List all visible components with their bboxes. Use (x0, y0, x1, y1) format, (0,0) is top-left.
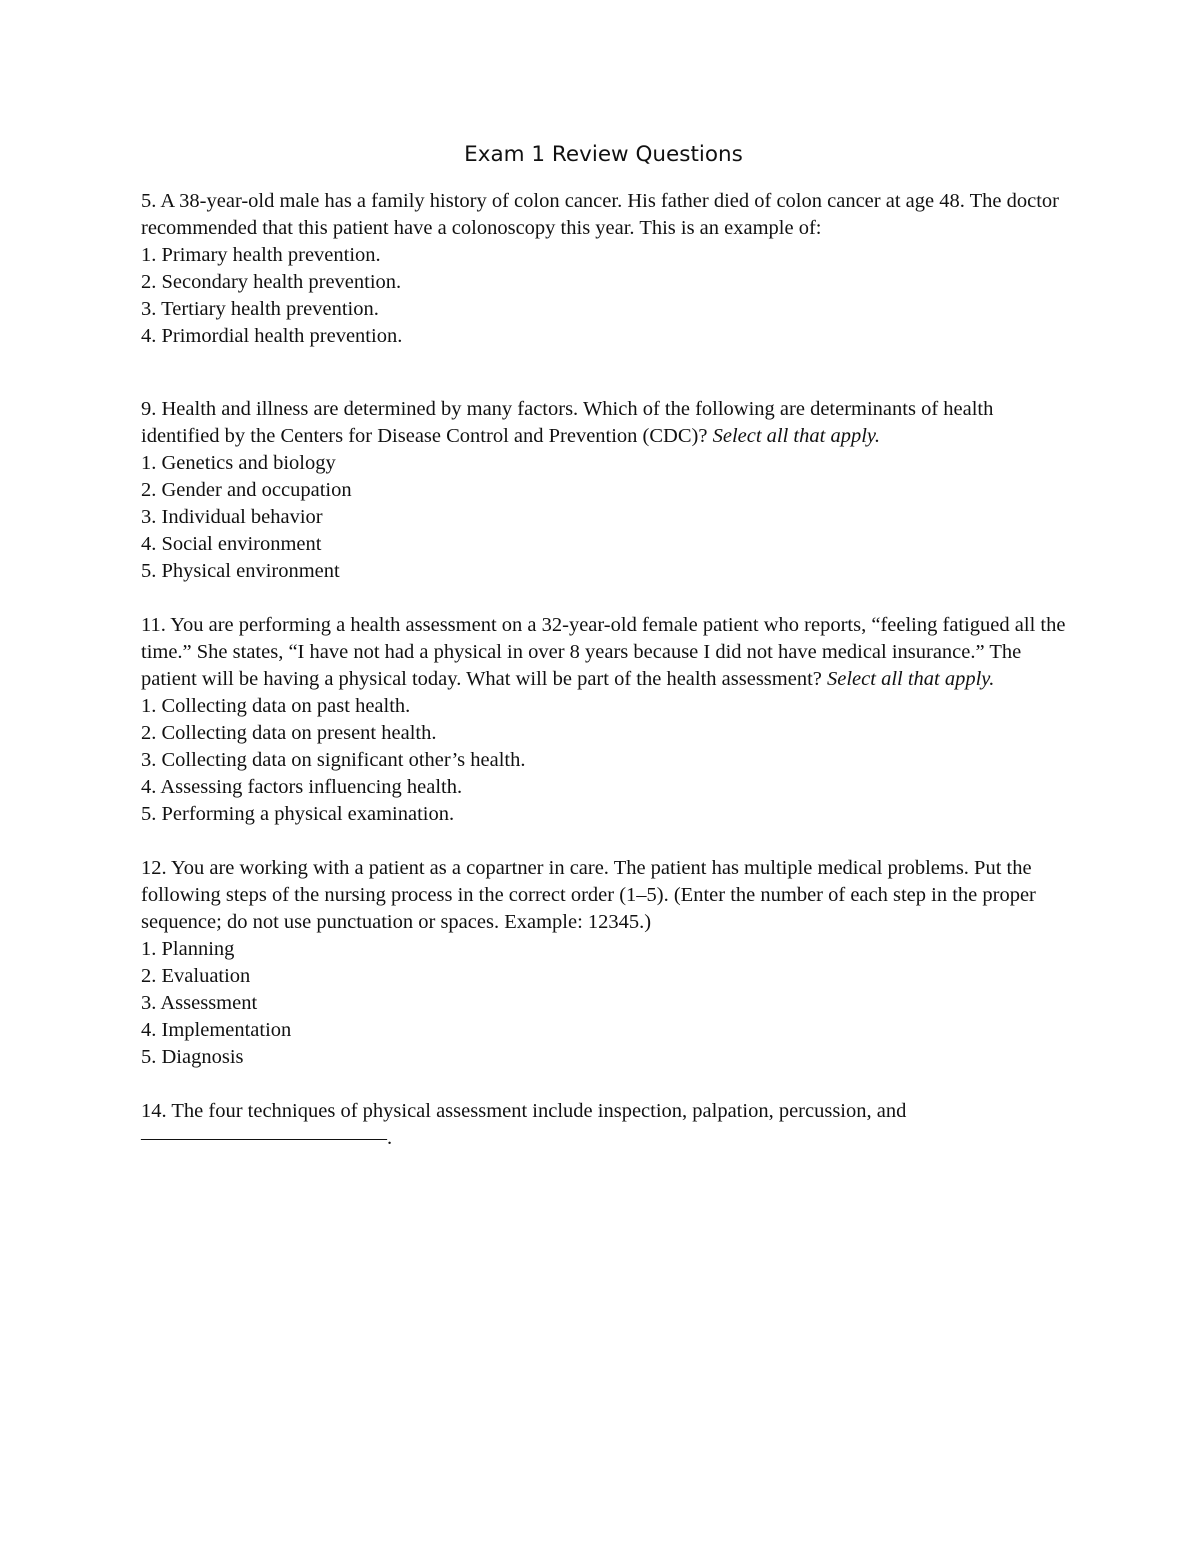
question-11 (141, 612, 1066, 828)
option-item: 2. Evaluation (141, 965, 251, 987)
option-item: 3. Collecting data on significant other’s health. (141, 749, 526, 771)
select-all-instruction: Select all that apply. (712, 425, 880, 447)
option-item: 5. Diagnosis (141, 1046, 244, 1068)
option-item: 1. Primary health prevention. (141, 244, 381, 266)
question-text: 12. You are working with a patient as a copartner in care. The patient has multiple medical problems. Put the following steps of the nursing process in the correct order (1–5). (Enter the number of each step in the proper sequence; do not use punctuation or spaces. Example: 12345.) (141, 857, 1036, 933)
option-item: 4. Assessing factors influencing health. (141, 776, 463, 798)
spacer (141, 585, 1066, 612)
option-item: 3. Assessment (141, 992, 258, 1014)
option-item: 4. Social environment (141, 533, 322, 555)
option-item: 2. Gender and occupation (141, 479, 352, 501)
question-text: 9. Health and illness are determined by many factors. Which of the following are determinants of health identified by the Centers for Disease Control and Prevention (CDC)? Select all that apply. (141, 398, 994, 447)
option-item: 5. Physical environment (141, 560, 340, 582)
option-item: 2. Collecting data on present health. (141, 722, 437, 744)
option-item: 1. Genetics and biology (141, 452, 336, 474)
option-item: 2. Secondary health prevention. (141, 271, 402, 293)
option-item: 3. Tertiary health prevention. (141, 298, 379, 320)
question-12 (141, 855, 1066, 1071)
options-list (141, 693, 1066, 828)
question-text: 14. The four techniques of physical assessment include inspection, palpation, percussion, and ————————————. (141, 1100, 907, 1149)
options-list (141, 450, 1066, 585)
option-item: 1. Planning (141, 938, 235, 960)
option-item: 5. Performing a physical examination. (141, 803, 455, 825)
option-item: 3. Individual behavior (141, 506, 323, 528)
question-text: 11. You are performing a health assessment on a 32-year-old female patient who reports, “feeling fatigued all the time.” She states, “I have not had a physical in over 8 years because I did not have medical insurance.” The patient will be having a physical today. What will be part of the health assessment? Select all that apply. (141, 614, 1066, 690)
document-title: Exam 1 Review Questions (464, 142, 743, 167)
select-all-instruction: Select all that apply. (827, 668, 995, 690)
question-text: 5. A 38-year-old male has a family history of colon cancer. His father died of colon cancer at age 48. The doctor recommended that this patient have a colonoscopy this year. This is an example of: (141, 190, 1059, 239)
options-list (141, 242, 1066, 350)
question-5 (141, 188, 1066, 350)
option-item: 1. Collecting data on past health. (141, 695, 411, 717)
spacer (141, 1071, 1066, 1098)
option-item: 4. Implementation (141, 1019, 292, 1041)
options-list (141, 936, 1066, 1071)
question-14 (141, 1098, 1066, 1152)
document-page (141, 138, 1066, 1152)
spacer (141, 350, 1066, 396)
option-item: 4. Primordial health prevention. (141, 325, 403, 347)
question-9 (141, 396, 1066, 585)
spacer (141, 828, 1066, 855)
